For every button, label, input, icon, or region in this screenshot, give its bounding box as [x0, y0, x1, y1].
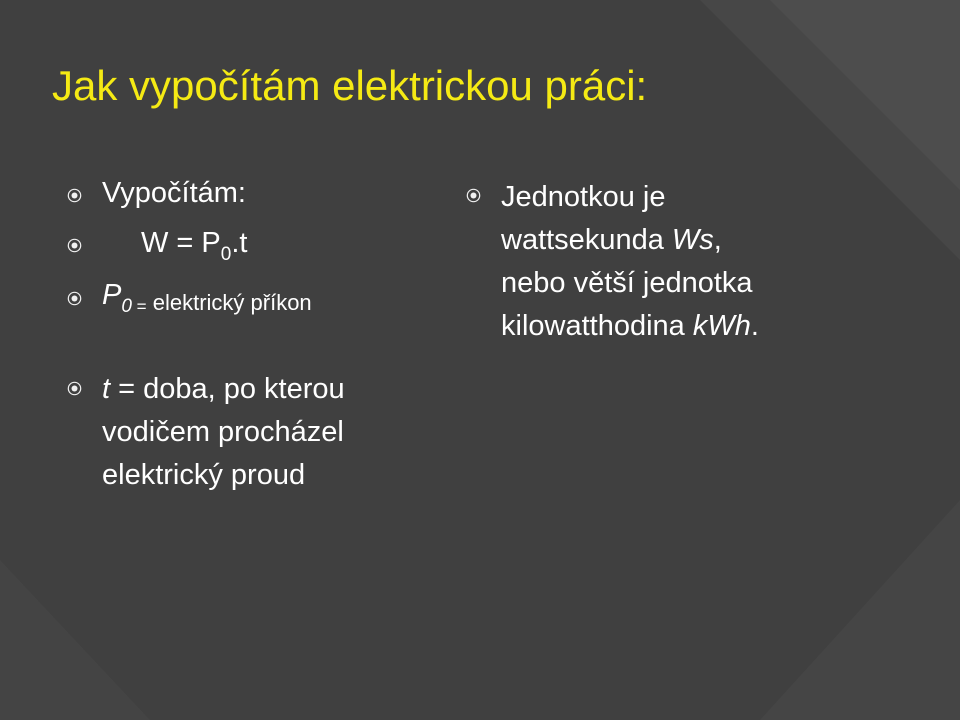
- t-line2: vodičem procházel: [102, 416, 344, 448]
- p0-description: elektrický příkon: [152, 290, 312, 315]
- p0-subscript: 0: [121, 296, 132, 317]
- target-circle-icon: [67, 188, 82, 203]
- target-circle-icon: [67, 291, 82, 306]
- slide-title: Jak vypočítám elektrickou práci:: [52, 62, 648, 109]
- bullet-item-t: [102, 368, 345, 497]
- target-circle-icon: [466, 188, 481, 203]
- p0-equals: =: [136, 297, 147, 316]
- unit-ws: Ws: [671, 224, 714, 256]
- bullet-item-p0: [102, 278, 312, 317]
- bullet-item-formula: [141, 226, 248, 265]
- t-variable: t: [102, 373, 111, 405]
- units-line2-punct: ,: [713, 224, 722, 256]
- t-line1: = doba, po kterou: [110, 373, 345, 405]
- bullet-item-units: [501, 176, 759, 348]
- units-line2-text: wattsekunda: [501, 224, 672, 256]
- units-line4-text: kilowatthodina: [501, 310, 693, 342]
- formula-rhs: .t: [231, 227, 248, 259]
- units-line3: nebo větší jednotka: [501, 267, 753, 299]
- unit-kwh: kWh: [692, 310, 751, 342]
- formula-lhs: W = P: [141, 227, 221, 259]
- units-line1: Jednotkou je: [501, 181, 666, 213]
- target-circle-icon: [67, 238, 82, 253]
- units-line4-punct: .: [750, 310, 759, 342]
- p0-symbol: P: [102, 279, 122, 311]
- bullet-item-vypocitam: [102, 176, 246, 211]
- formula-subscript: 0: [220, 244, 232, 265]
- item-text: Vypočítám:: [102, 177, 246, 209]
- target-circle-icon: [67, 381, 82, 396]
- t-line3: elektrický proud: [102, 459, 306, 491]
